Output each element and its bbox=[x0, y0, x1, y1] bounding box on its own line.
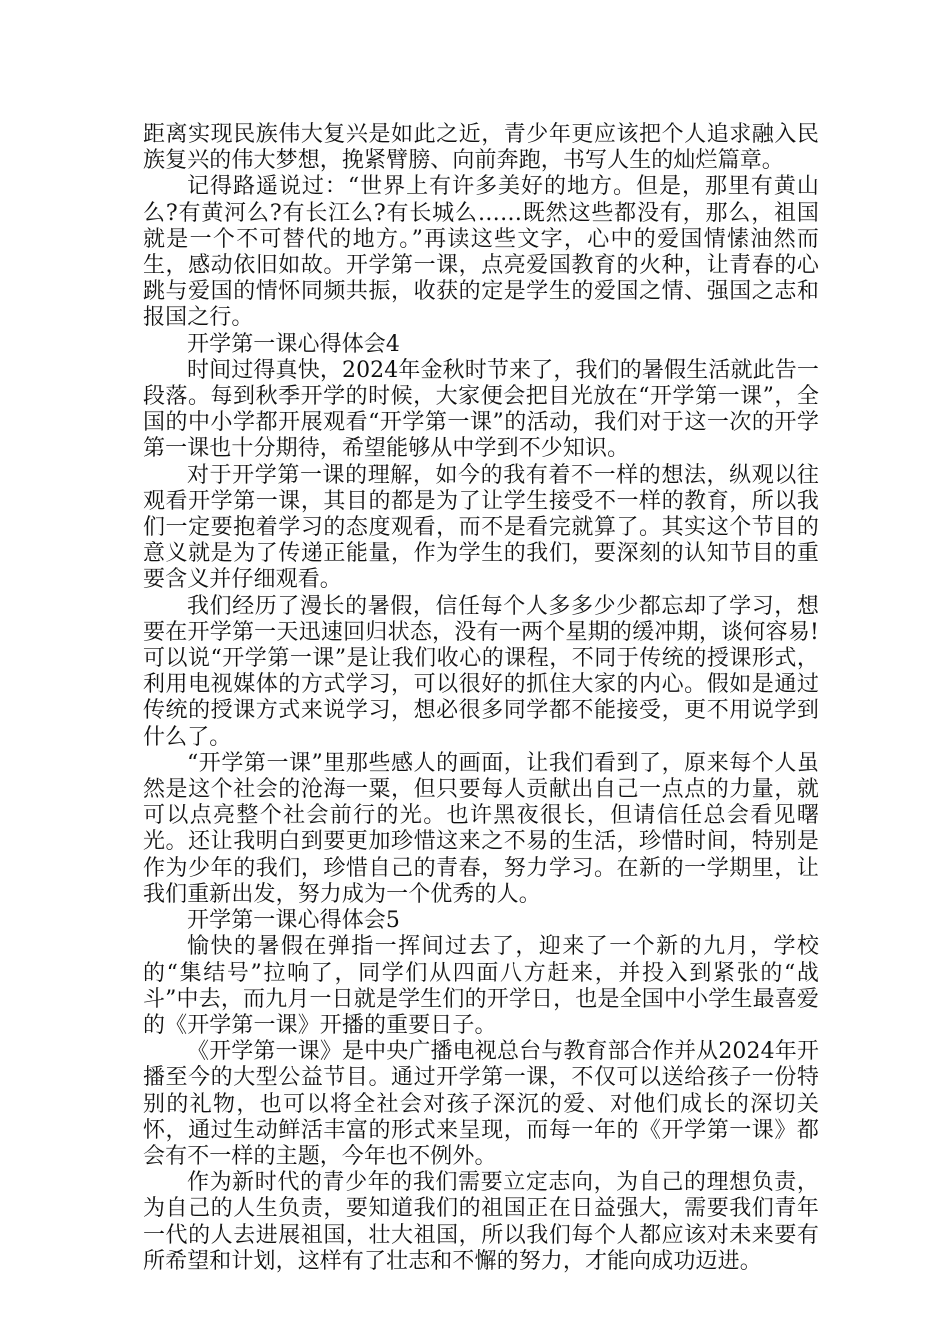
paragraph-5-1: 愉快的暑假在弹指一挥间过去了，迎来了一个新的九月，学校的“集结号”拉响了，同学们从四面八方赶来，并投入到紧张的“战斗”中去，而九月一日就是学生们的开学日，也是全国中小学生最喜爱的《开学第一课》开播的重要日子。 bbox=[143, 934, 819, 1038]
section-heading-5: 开学第一课心得体会5 bbox=[187, 908, 400, 934]
paragraph-4-3: 我们经历了漫长的暑假，信任每个人多多少少都忘却了学习，想要在开学第一天迅速回归状态，没有一两个星期的缓冲期，谈何容易!可以说“开学第一课”是让我们收心的课程，不同于传统的授课形式，利用电视媒体的方式学习，可以很好的抓住大家的内心。假如是通过传统的授课方式来说学习，想必很多同学都不能接受，更不用说学到什么了。 bbox=[143, 593, 819, 750]
paragraph-5-3: 作为新时代的青少年的我们需要立定志向，为自己的理想负责，为自己的人生负责，要知道我们的祖国正在日益强大，需要我们青年一代的人去进展祖国，壮大祖国，所以我们每个人都应该对未来要有所希望和计划，这样有了壮志和不懈的努力，才能向成功迈进。 bbox=[143, 1170, 819, 1274]
paragraph-4-4: “开学第一课”里那些感人的画面，让我们看到了，原来每个人虽然是这个社会的沧海一粟，但只要每人贡献出自己一点点的力量，就可以点亮整个社会前行的光。也许黑夜很长，但请信任总会看见曙光。还让我明白到要更加珍惜这来之不易的生活，珍惜时间，特别是作为少年的我们，珍惜自己的青春，努力学习。在新的一学期里，让我们重新出发，努力成为一个优秀的人。 bbox=[143, 750, 819, 907]
paragraph-4-2: 对于开学第一课的理解，如今的我有着不一样的想法，纵观以往观看开学第一课，其目的都是为了让学生接受不一样的教育，所以我们一定要抱着学习的态度观看，而不是看完就算了。其实这个节目的意义就是为了传递正能量，作为学生的我们，要深刻的认知节目的重要含义并仔细观看。 bbox=[143, 462, 819, 593]
paragraph-4-1: 时间过得真快，2024年金秋时节来了，我们的暑假生活就此告一段落。每到秋季开学的时候，大家便会把目光放在“开学第一课”，全国的中小学都开展观看“开学第一课”的活动，我们对于这一次的开学第一课也十分期待，希望能够从中学到不少知识。 bbox=[143, 357, 819, 462]
paragraph-5-2: 《开学第一课》是中央广播电视总台与教育部合作并从2024年开播至今的大型公益节目。通过开学第一课，不仅可以送给孩子一份特别的礼物，也可以将全社会对孩子深沉的爱、对他们成长的深切关怀，通过生动鲜活丰富的形式来呈现，而每一年的《开学第一课》都会有不一样的主题，今年也不例外。 bbox=[143, 1039, 819, 1169]
document-body bbox=[143, 122, 819, 1275]
section-heading-4: 开学第一课心得体会4 bbox=[187, 331, 400, 357]
paragraph-luyao-quote: 记得路遥说过：“世界上有许多美好的地方。但是，那里有黄山么?有黄河么?有长江么?有长城么……既然这些都没有，那么，祖国就是一个不可替代的地方。”再读这些文字，心中的爱国情愫油然而生，感动依旧如故。开学第一课，点亮爱国教育的火种，让青春的心跳与爱国的情怀同频共振，收获的定是学生的爱国之情、强国之志和报国之行。 bbox=[143, 174, 819, 331]
paragraph-intro-continuation: 距离实现民族伟大复兴是如此之近，青少年更应该把个人追求融入民族复兴的伟大梦想，挽紧臂膀、向前奔跑，书写人生的灿烂篇章。 bbox=[143, 122, 819, 174]
